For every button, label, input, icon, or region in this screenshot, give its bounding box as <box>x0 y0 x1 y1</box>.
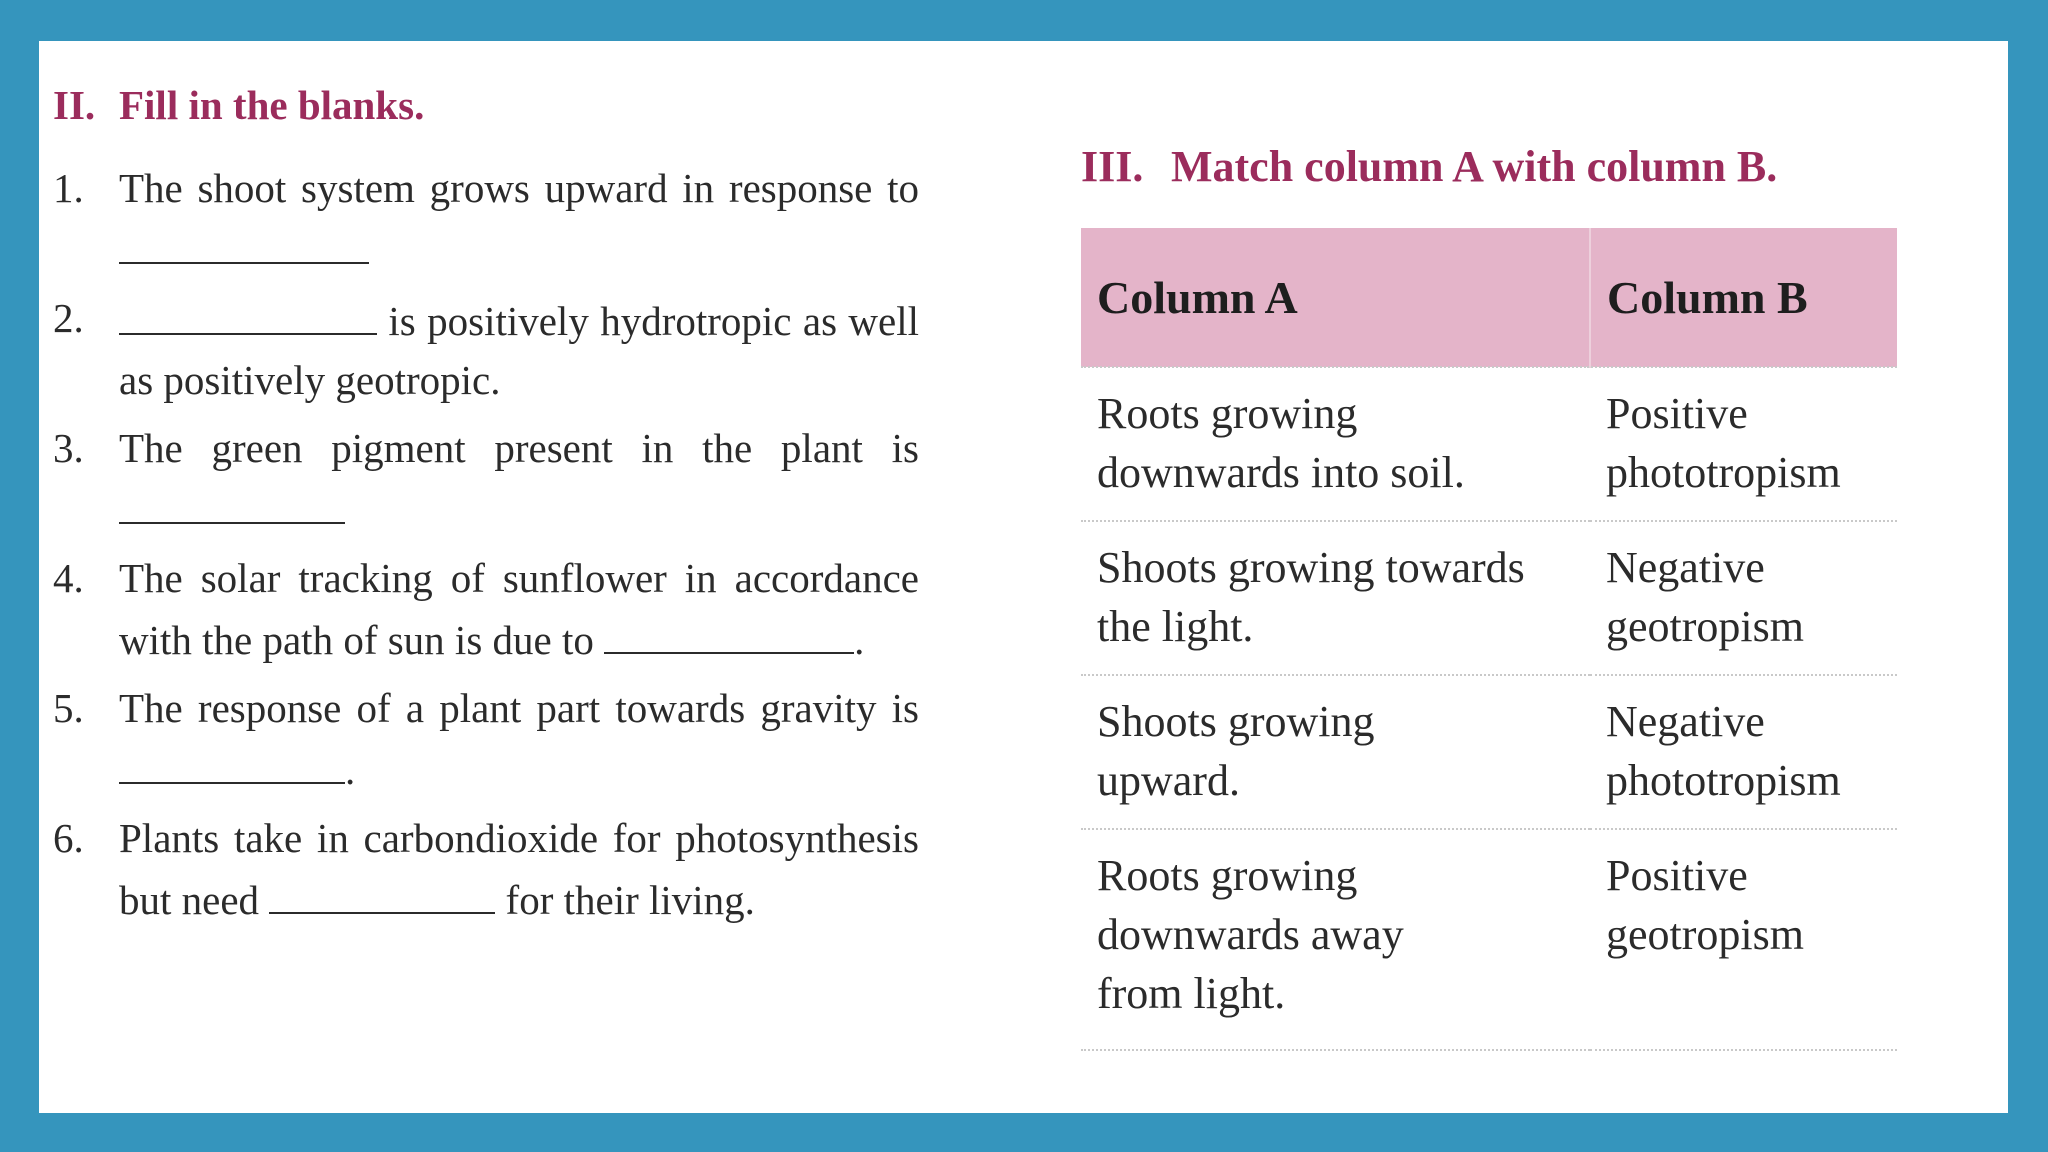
item-text-after: for their living. <box>495 876 755 923</box>
item-number: 4. <box>53 555 84 601</box>
item-text <box>119 549 919 669</box>
column-a-cell: Shoots growing upward. <box>1081 675 1590 829</box>
fill-blank-item <box>53 809 919 929</box>
fill-blank-item <box>53 159 919 279</box>
answer-blank <box>119 478 345 524</box>
table-row <box>1081 829 1897 1050</box>
item-text <box>119 289 919 409</box>
item-text <box>119 809 919 929</box>
item-text-before: The shoot system grows upward in response to <box>119 165 919 211</box>
item-text-before: The solar tracking of sunflower in accordance with the path of sun is due to <box>119 555 919 663</box>
column-b-cell: Negative geotropism <box>1590 521 1897 675</box>
match-heading <box>1081 141 1777 192</box>
answer-blank <box>119 289 377 335</box>
column-b-cell: Negative phototropism <box>1590 675 1897 829</box>
match-table-header-row <box>1081 228 1897 367</box>
item-text <box>119 159 919 279</box>
column-a-cell: Roots growing downwards into soil. <box>1081 367 1590 521</box>
item-text <box>119 679 919 799</box>
column-a-cell: Shoots growing towards the light. <box>1081 521 1590 675</box>
item-text-after: is positively hydrotropic as well as positively geotropic. <box>119 298 919 403</box>
match-table <box>1081 228 1897 1051</box>
fill-blank-item <box>53 549 919 669</box>
item-text-before: The response of a plant part towards gravity is <box>119 685 919 731</box>
column-b-cell: Positive phototropism <box>1590 367 1897 521</box>
answer-blank <box>119 218 369 264</box>
item-text-before: Plants take in carbondioxide for photosynthesis but need <box>119 815 919 923</box>
answer-blank <box>604 608 854 654</box>
item-number: 1. <box>53 165 84 211</box>
fill-blanks-heading <box>53 81 424 129</box>
table-row <box>1081 675 1897 829</box>
match-section-number: III. <box>1081 142 1144 191</box>
table-row <box>1081 521 1897 675</box>
column-a-cell: Roots growing downwards away from light. <box>1081 829 1590 1050</box>
column-b-cell: Positive geotropism <box>1590 829 1897 1050</box>
match-title: Match column A with column B. <box>1171 142 1778 191</box>
fill-blank-item <box>53 289 919 409</box>
fill-blanks-section-number: II. <box>53 82 96 128</box>
fill-blank-item <box>53 679 919 799</box>
item-text <box>119 419 919 539</box>
table-row <box>1081 367 1897 521</box>
item-number: 5. <box>53 685 84 731</box>
fill-blank-item <box>53 419 919 539</box>
item-number: 3. <box>53 425 84 471</box>
worksheet-page <box>39 41 2008 1113</box>
column-b-header: Column B <box>1590 228 1897 367</box>
answer-blank <box>269 868 495 914</box>
item-number: 6. <box>53 815 84 861</box>
fill-blanks-title: Fill in the blanks. <box>119 82 425 128</box>
item-text-after: . <box>345 746 356 793</box>
fill-blanks-list <box>53 159 919 929</box>
item-text-before: The green pigment present in the plant is <box>119 425 919 471</box>
item-number: 2. <box>53 295 84 341</box>
item-text-after: . <box>854 616 865 663</box>
answer-blank <box>119 738 345 784</box>
column-a-header: Column A <box>1081 228 1590 367</box>
